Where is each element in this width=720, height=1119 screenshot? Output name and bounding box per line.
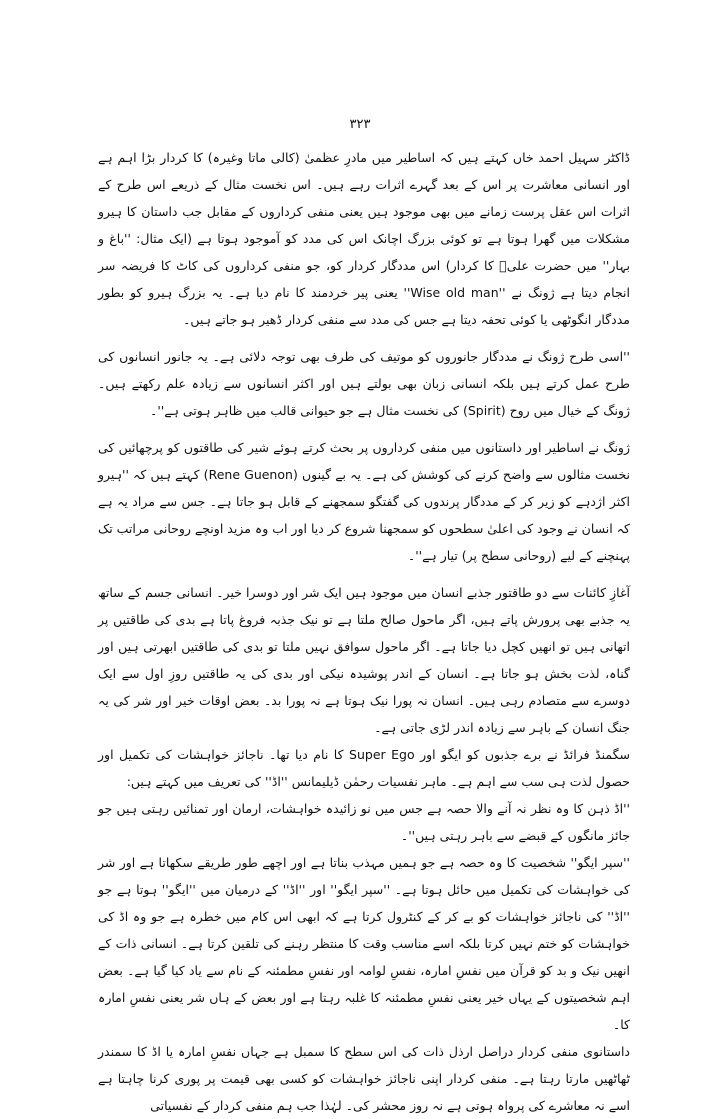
paragraph: آغازِ کائنات سے دو طاقتور جذبے انسان میں موجود ہیں ایک شر اور دوسرا خیر۔ انسانی جسم کے ساتھ یہ جذبے بھی پرورش پاتے ہیں، اگر ماحول صالح ملتا ہے تو نیک جذبہ فروغ پاتا ہے بدی کی طاقتیں پر اتھانی ہیں تو انھیں کچل دیا جاتا ہے۔ اگر ماحول سوافق نہیں ملتا تو بدی کی طاقتیں ابھرتی ہیں اور گناہ، لذت بخش ہو جاتا ہے۔ انسان کے اندر پوشیدہ نیکی اور بدی کی یہ طاقتیں روزِ اول سے ایک دوسرے سے متصادم رہی ہیں۔ انسان نہ پورا نیک ہوتا ہے نہ پورا بد۔ بعض اوقات خیر اور شر کی یہ جنگ انسان کے باہر سے زیادہ اندر لڑی جاتی ہے۔ <box>98 585 630 735</box>
paragraph: ''اسی طرح ژونگ نے مددگار جانوروں کو موتیف کی طرف بھی توجہ دلائی ہے۔ یہ جانور انسانوں کی طرح عمل کرتے ہیں بلکہ انسانی زبان بھی بولتے ہیں اور اکثر انسانوں سے زیادہ علم رکھتے ہیں۔ ژونگ کے خیال میں روح (Spirit) کی نخست مثال ہے جو حیوانی قالب میں ظاہر ہوتی ہے''۔ <box>98 349 630 418</box>
paragraph: ژونگ نے اساطیر اور داستانوں میں منفی کرداروں پر بحث کرتے ہوئے شیر کی طاقتوں کو پرچھائیں کی نخست مثالوں سے واضح کرنے کی کوشش کی ہے۔ یہ بے گینوں (Rene Guenon) کہتے ہیں کہ ''ہیرو اکثر اژدہے کو زیر کر کے مددگار پرندوں کی گفتگو سمجھنے کے قابل ہو جاتا ہے۔ جس سے مراد یہ ہے کہ انسان نے وجود کی اعلیٰ سطحوں کو سمجھنا شروع کر دیا اور اب وہ مزید اونچے روحانی مراتب تک پہنچنے کے لیے (روحانی سطح پر) تیار ہے''۔ <box>98 440 630 563</box>
quote-paragraph: ''اڈ ذہن کا وہ نظر نہ آنے والا حصہ ہے جس میں نو زائیدہ خواہشات، ارمان اور تمنائیں رہتی ہیں جو جائز مانگوں کے قبضے سے باہر رہتی ہیں''۔ <box>98 801 630 843</box>
body-text <box>98 144 630 1119</box>
paragraph: ''سپر ایگو'' شخصیت کا وہ حصہ ہے جو ہمیں مہذب بناتا ہے اور اچھے طور طریقے سکھاتا ہے اور شر کی خواہشات کی تکمیل میں حائل ہوتا ہے۔ ''سپر ایگو'' اور ''اڈ'' کے درمیان میں ''ایگو'' ہوتا ہے جو ''اڈ'' کی ناجائز خواہشات کو بے کر کے کنٹرول کرتا ہے کہ ابھی اس کام میں خطرہ ہے جو وہ اڈ کی خواہشات کو ختم نہیں کرتا بلکہ اسے مناسب وقت کا منتظر رہنے کی تلقین کرتا ہے۔ انسانی ذات کے انھیں نیک و بد کو قرآن میں نفسِ امارہ، نفسِ لوامہ اور نفسِ مطمئنہ کے نام سے یاد کیا گیا ہے۔ بعض اہم شخصیتوں کے یہاں خیر یعنی نفسِ مطمئنہ کا غلبہ رہتا ہے اور بعض کے ہاں شر یعنی نفسِ امارہ کا۔ <box>98 855 630 1032</box>
page-number: ۳۲۳ <box>349 117 371 132</box>
paragraph: داستانوی منفی کردار دراصل ارذل ذات کی اس سطح کا سمبل ہے جہاں نفسِ امارہ یا اڈ کا سمندر ٹھاٹھیں مارتا رہتا ہے۔ منفی کردار اپنی ناجائز خواہشات کو کسی بھی قیمت پر پوری کرنا چاہتا ہے اسے نہ معاشرے کی پرواہ ہوتی ہے نہ روز محشر کی۔ لہٰذا جب ہم منفی کردار کے نفسیاتی <box>98 1044 630 1113</box>
paragraph: ڈاکٹر سہیل احمد خاں کہتے ہیں کہ اساطیر میں مادرِ عظمیٰ (کالی ماتا وغیرہ) کا کردار بڑا اہم ہے اور انسانی معاشرت پر اس کے بعد گہرے اثرات رہے ہیں۔ اس نخست مثال کے ذریعے اس طرح کے اثرات اس عقل پرست زمانے میں بھی موجود ہیں یعنی منفی کرداروں کے مقابل جب داستان کا ہیرو مشکلات میں گھرا ہوتا ہے تو کوئی بزرگ اچانک اس کی مدد کو آموجود ہوتا ہے (ایک مثال: ''باغ و بہار'' میں حضرت علیؓ کا کردار) اس مددگار کردار کو، جو منفی کرداروں کی کاٹ کا فریضہ سر انجام دیتا ہے ژونگ نے ''Wise old man'' یعنی پیر خردمند کا نام دیا ہے۔ یہ بزرگ ہیرو کو بطور مددگار انگوٹھی یا کوئی تحفہ دیتا ہے جس کی مدد سے منفی کردار ڈھیر ہو جاتے ہیں۔ <box>98 150 630 327</box>
paragraph: سگمنڈ فرائڈ نے برے جذبوں کو ایگو اور Super Ego کا نام دیا تھا۔ ناجائز خواہشات کی تکمیل اور حصول لذت ہی سب سے اہم ہے۔ ماہر نفسیات رحمٰن ڈیلیمانس ''اڈ'' کی تعریف میں کہتے ہیں: <box>98 747 630 789</box>
